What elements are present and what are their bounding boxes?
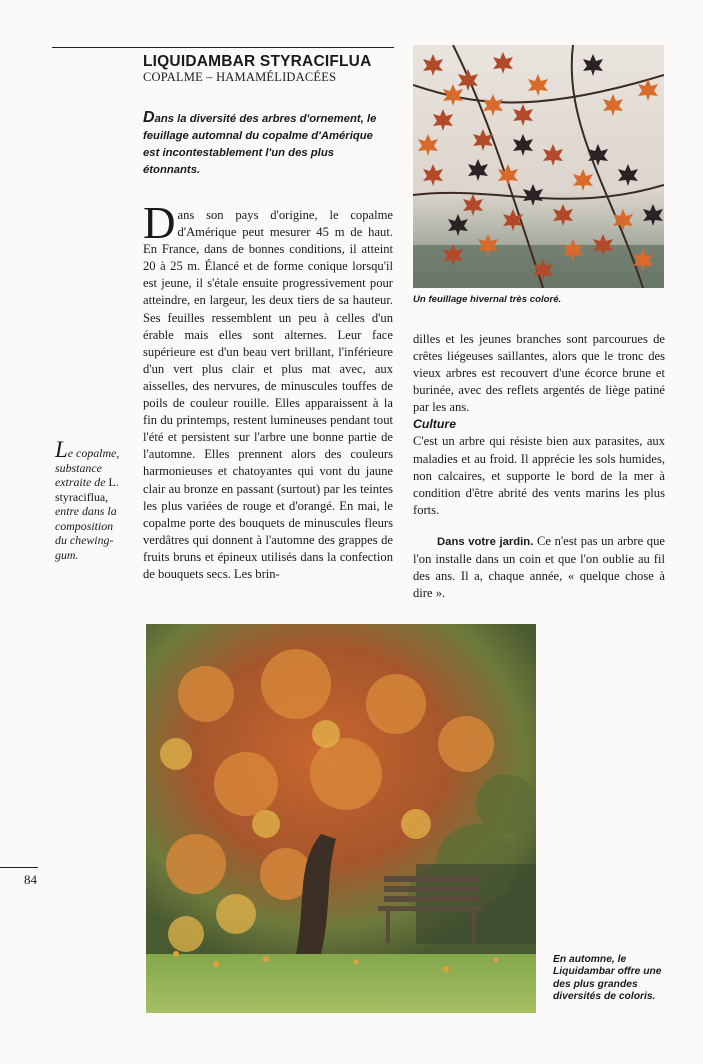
intro-dropcap: D <box>143 109 155 126</box>
garden-text: Ce n'est pas un arbre que l'on installe dans un coin et que l'on oublie au fil des ans. Il a, chaque année, « quelque chose à dire ». <box>413 533 665 601</box>
body-dropcap: D <box>143 198 176 248</box>
culture-paragraph: C'est un arbre qui résiste bien aux parasites, aux maladies et au froid. Il apprécie les sols humides, non calcaires, et supporte le bord de la mer à condition d'être abrité des vents marins les plus forts. <box>413 434 665 517</box>
margin-note-text-1: e copalme, substance extraite de <box>55 446 120 489</box>
page-subtitle: COPALME – HAMAMÉLIDACÉES <box>143 70 337 84</box>
page-number-rule <box>0 867 38 868</box>
bottom-photo-caption: En automne, le Liquidambar offre une des plus grandes diversités de coloris. <box>553 954 662 1002</box>
intro-paragraph <box>143 109 383 179</box>
body-paragraph-1 <box>143 198 393 583</box>
intro-text: ans la diversité des arbres d'ornement, le feuillage automnal du copalme d'Amérique est incontestablement l'un des plus étonnants. <box>143 113 377 176</box>
margin-note-species: L. styraciflua, <box>55 475 119 504</box>
garden-paragraph <box>413 533 665 602</box>
autumn-tree-photo <box>146 624 536 1013</box>
margin-note <box>55 437 122 562</box>
body-text-1: ans son pays d'origine, le copalme d'Amérique peut mesurer 45 m de haut. En France, dans de bonnes conditions, il atteint 20 à 25 m. Élancé et de forme conique lorsqu'il est jeune, il s'étale ensuite progressivement pour atteindre, en largeur, les deux tiers de sa hauteur. Ses feuilles ressemblent un peu à celles d'un érable mais elles sont alternes. Leur face supérieure est d'un beau vert brillant, l'inférieure d'un vert plus clair et plus mat avec, aux aisselles, des nervures, de minuscules touffes de poils de couleur rouille. Elles apparaissent à la fin du printemps, restent lumineuses pendant tout l'été et persistent sur l'arbre une bonne partie de l'automne. Elles prennent alors des couleurs harmonieuses et chatoyantes qui vont du jaune clair au bronze en passant (surtout) par les teintes les plus variées de rouge et d'orangé. En mai, le copalme porte des bouquets de minuscules fleurs verdâtres qui donnent à l'automne des grappes de fruits bruns et épineux utilisés dans la confection de bouquets secs. Les brin- <box>143 208 393 581</box>
body-column-left <box>143 198 393 583</box>
page-number: 84 <box>24 872 37 887</box>
margin-note-dropcap: L <box>55 437 68 462</box>
body-column-right <box>413 331 665 602</box>
margin-note-text-2: entre dans la composition du chewing-gum. <box>55 504 117 562</box>
garden-lead: Dans votre jardin. <box>437 535 534 548</box>
title-rule <box>52 47 394 48</box>
winter-foliage-photo <box>413 45 664 288</box>
top-photo-caption: Un feuillage hivernal très coloré. <box>413 294 562 305</box>
page-title: LIQUIDAMBAR STYRACIFLUA <box>143 53 372 70</box>
culture-heading: Culture <box>413 417 457 432</box>
body-paragraph-2: dilles et les jeunes branches sont parcourues de crêtes liégeuses saillantes, alors que le tronc des vieux arbres est recouvert d'une écorce brune et burinée, avec des reflets argentés de liège patiné par les ans. <box>413 332 665 415</box>
